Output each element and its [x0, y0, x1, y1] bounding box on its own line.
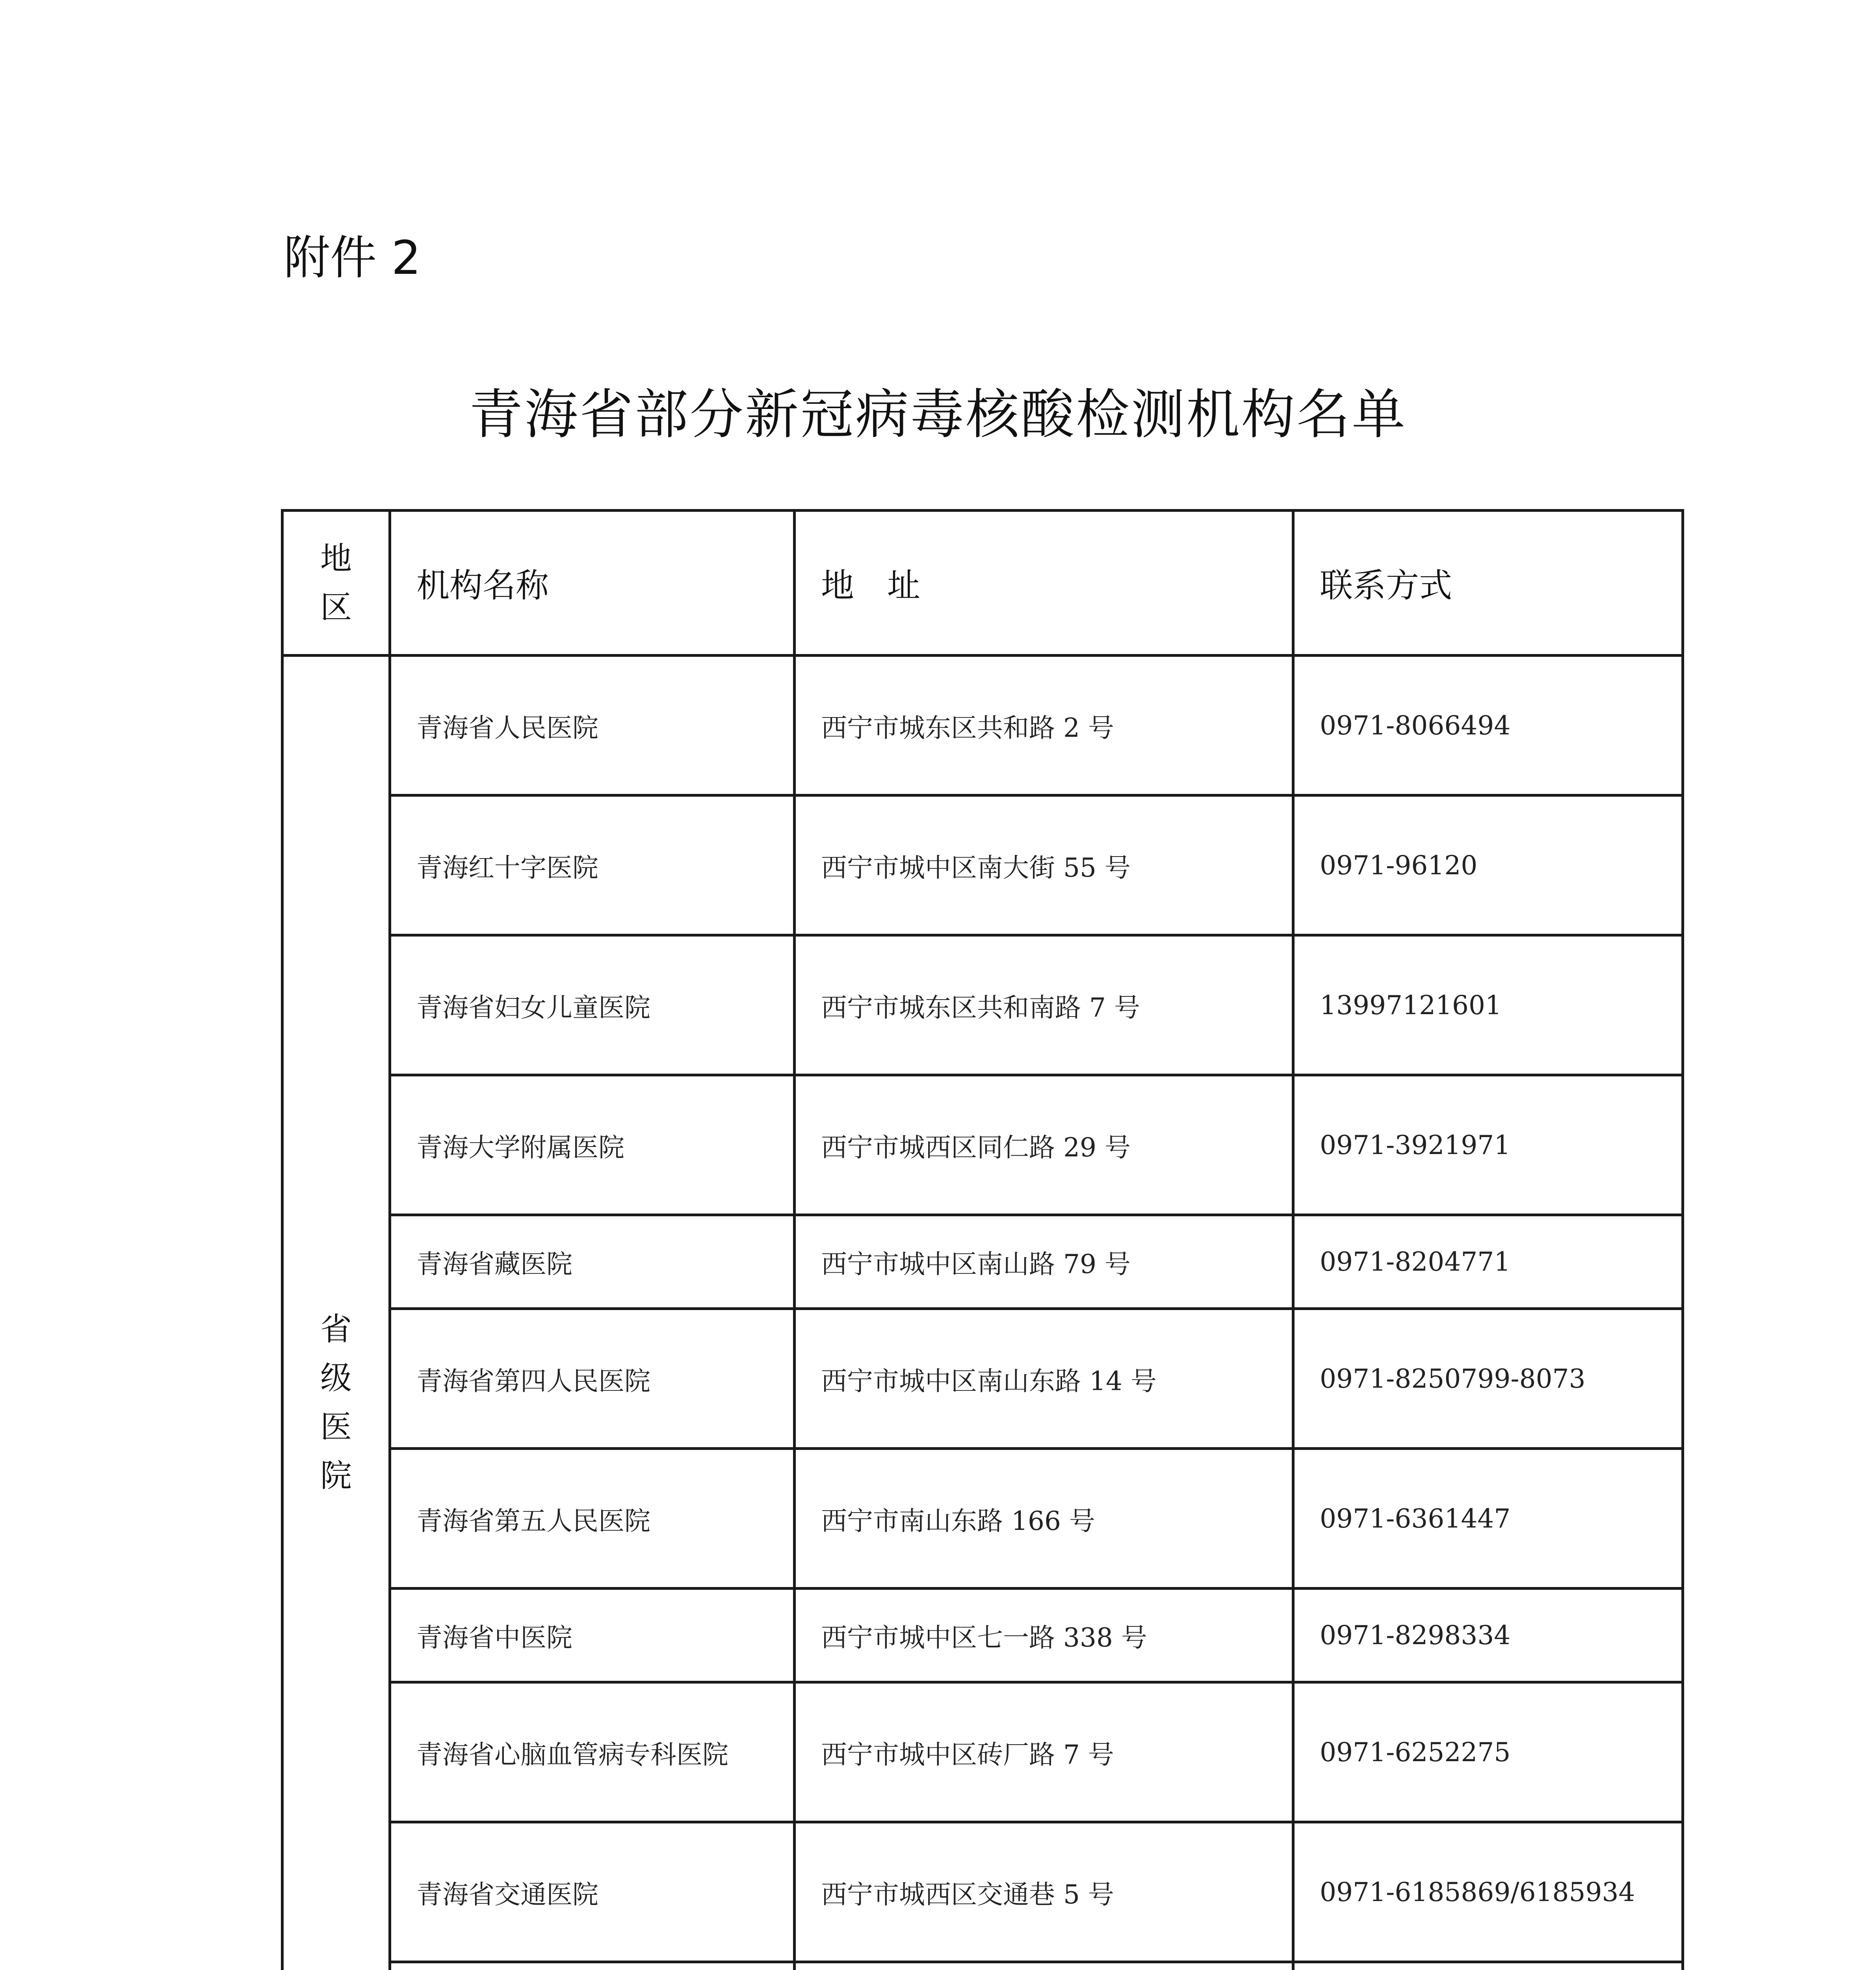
institution-contact: 0971-8204771	[1293, 1215, 1683, 1309]
institution-name: 青海省第五人民医院	[390, 1449, 795, 1589]
institution-name: 青海省人民医院	[390, 656, 795, 795]
table-header-row	[282, 511, 1683, 656]
page-title: 青海省部分新冠病毒核酸检测机构名单	[469, 384, 1407, 446]
institution-contact: 0971-96120	[1293, 795, 1683, 935]
table-row	[282, 1449, 1683, 1589]
institution-address: 西宁市城中区南大街 55 号	[795, 795, 1293, 935]
institution-name: 青海省妇女儿童医院	[390, 935, 795, 1075]
table-row	[282, 1215, 1683, 1309]
table-row	[282, 1309, 1683, 1449]
institution-name: 青海省藏医院	[390, 1215, 795, 1309]
institution-name: 青海大学附属医院	[390, 1075, 795, 1215]
institution-address: 西宁市城西区同仁路 29 号	[795, 1075, 1293, 1215]
table-row	[282, 1075, 1683, 1215]
table-row	[282, 935, 1683, 1075]
institution-address: 西宁市城中区南山东路 14 号	[795, 1309, 1293, 1449]
header-region: 地区	[282, 511, 390, 656]
institution-name	[390, 1962, 795, 1970]
header-contact: 联系方式	[1293, 511, 1683, 656]
table-row	[282, 1822, 1683, 1962]
testing-institutions-table	[281, 509, 1684, 1970]
institution-address: 西宁市城中区南山路 79 号	[795, 1215, 1293, 1309]
institution-name: 青海红十字医院	[390, 795, 795, 935]
institution-address: 西宁市城西区交通巷 5 号	[795, 1822, 1293, 1962]
table-row	[282, 656, 1683, 795]
institution-name: 青海省交通医院	[390, 1822, 795, 1962]
table-row	[282, 795, 1683, 935]
region-cell-provincial: 省级医院	[282, 656, 390, 1970]
institution-contact: 0971-6185869/6185934	[1293, 1822, 1683, 1962]
institution-contact: 0971-8298334	[1293, 1589, 1683, 1682]
table-row	[282, 1682, 1683, 1822]
institution-name: 青海省心脑血管病专科医院	[390, 1682, 795, 1822]
attachment-label: 附件 2	[284, 230, 421, 285]
table-row	[282, 1962, 1683, 1970]
institution-contact	[1293, 1962, 1683, 1970]
header-address: 地 址	[795, 511, 1293, 656]
institution-contact: 0971-8066494	[1293, 656, 1683, 795]
institution-address: 西宁市南山东路 166 号	[795, 1449, 1293, 1589]
institution-address: 西宁市城东区共和路 2 号	[795, 656, 1293, 795]
institution-contact: 13997121601	[1293, 935, 1683, 1075]
institution-name: 青海省中医院	[390, 1589, 795, 1682]
header-name: 机构名称	[390, 511, 795, 656]
institution-address: 西宁市城中区七一路 338 号	[795, 1589, 1293, 1682]
institution-address	[795, 1962, 1293, 1970]
institution-address: 西宁市城东区共和南路 7 号	[795, 935, 1293, 1075]
institution-contact: 0971-6361447	[1293, 1449, 1683, 1589]
institution-contact: 0971-6252275	[1293, 1682, 1683, 1822]
institution-contact: 0971-8250799-8073	[1293, 1309, 1683, 1449]
table-row	[282, 1589, 1683, 1682]
institution-address: 西宁市城中区砖厂路 7 号	[795, 1682, 1293, 1822]
institution-name: 青海省第四人民医院	[390, 1309, 795, 1449]
institution-contact: 0971-3921971	[1293, 1075, 1683, 1215]
